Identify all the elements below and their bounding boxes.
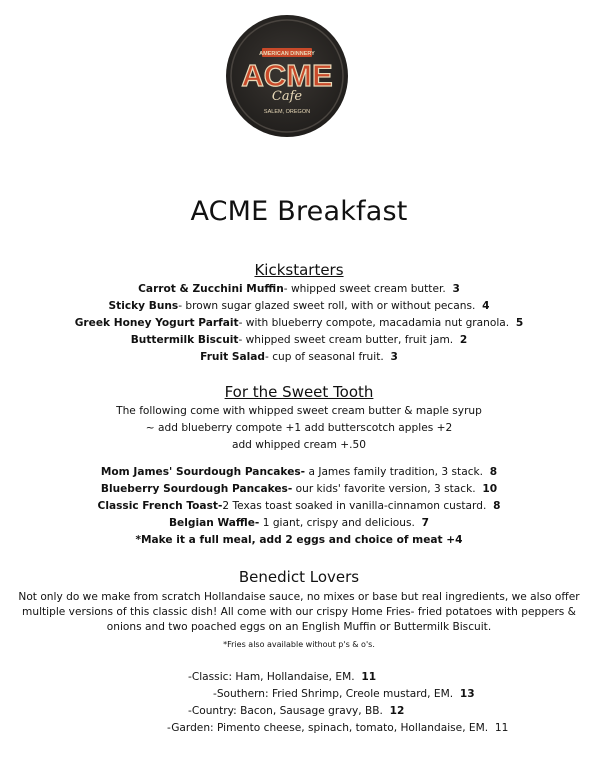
fries-note: *Fries also available without p's & o's. xyxy=(223,640,375,649)
benedict-item: -Garden: Pimento cheese, spinach, tomato, Hollandaise, EM. 11 xyxy=(167,722,509,734)
benedict-item: -Southern: Fried Shrimp, Creole mustard, EM. 13 xyxy=(213,688,475,700)
menu-item: Fruit Salad- cup of seasonal fruit. 3 xyxy=(200,351,398,363)
sweet-tooth-heading: For the Sweet Tooth xyxy=(224,383,374,401)
kickstarters-heading: Kickstarters xyxy=(254,261,344,279)
logo-script-text: Cafe xyxy=(271,89,303,104)
menu-item: Mom James' Sourdough Pancakes- a James family tradition, 3 stack. 8 xyxy=(100,466,498,478)
benedict-item: -Country: Bacon, Sausage gravy, BB. 12 xyxy=(188,705,405,717)
meal-note: *Make it a full meal, add 2 eggs and choice of meat +4 xyxy=(135,534,463,546)
acme-cafe-logo xyxy=(225,14,349,138)
menu-item: Belgian Waffle- 1 giant, crispy and delicious. 7 xyxy=(168,517,429,529)
menu-item: Buttermilk Biscuit- whipped sweet cream butter, fruit jam. 2 xyxy=(130,334,468,346)
benedict-item: -Classic: Ham, Hollandaise, EM. 11 xyxy=(188,671,377,683)
sweet-tooth-intro: The following come with whipped sweet cream butter & maple syrup xyxy=(116,405,482,417)
menu-item: Carrot & Zucchini Muffin- whipped sweet cream butter. 3 xyxy=(138,283,460,295)
page-title: ACME Breakfast xyxy=(190,196,408,227)
menu-item: Blueberry Sourdough Pancakes- our kids' favorite version, 3 stack. 10 xyxy=(100,483,498,495)
benedict-description: Not only do we make from scratch Hollandaise sauce, no mixes or base but real ingredients, we also offer multiple versions of this classic dish! All come with our crispy Home Fries- fried potatoes with peppers & onions and two poached eggs on an English Muffin or Buttermilk Biscuit. xyxy=(18,591,580,633)
menu-item: Greek Honey Yogurt Parfait- with blueberry compote, macadamia nut granola. 5 xyxy=(74,317,524,329)
menu-item: Classic French Toast-2 Texas toast soaked in vanilla-cinnamon custard. 8 xyxy=(97,500,501,512)
logo-top-text: AMERICAN DINNERY xyxy=(259,51,315,57)
logo-bottom-text: SALEM, OREGON xyxy=(263,109,311,115)
sweet-tooth-addon: add whipped cream +.50 xyxy=(231,439,367,451)
benedict-heading: Benedict Lovers xyxy=(238,568,360,586)
sweet-tooth-addon: ~ add blueberry compote +1 add butterscotch apples +2 xyxy=(145,422,453,434)
menu-item: Sticky Buns- brown sugar glazed sweet roll, with or without pecans. 4 xyxy=(108,300,490,312)
logo-main-text: ACME xyxy=(241,58,333,93)
